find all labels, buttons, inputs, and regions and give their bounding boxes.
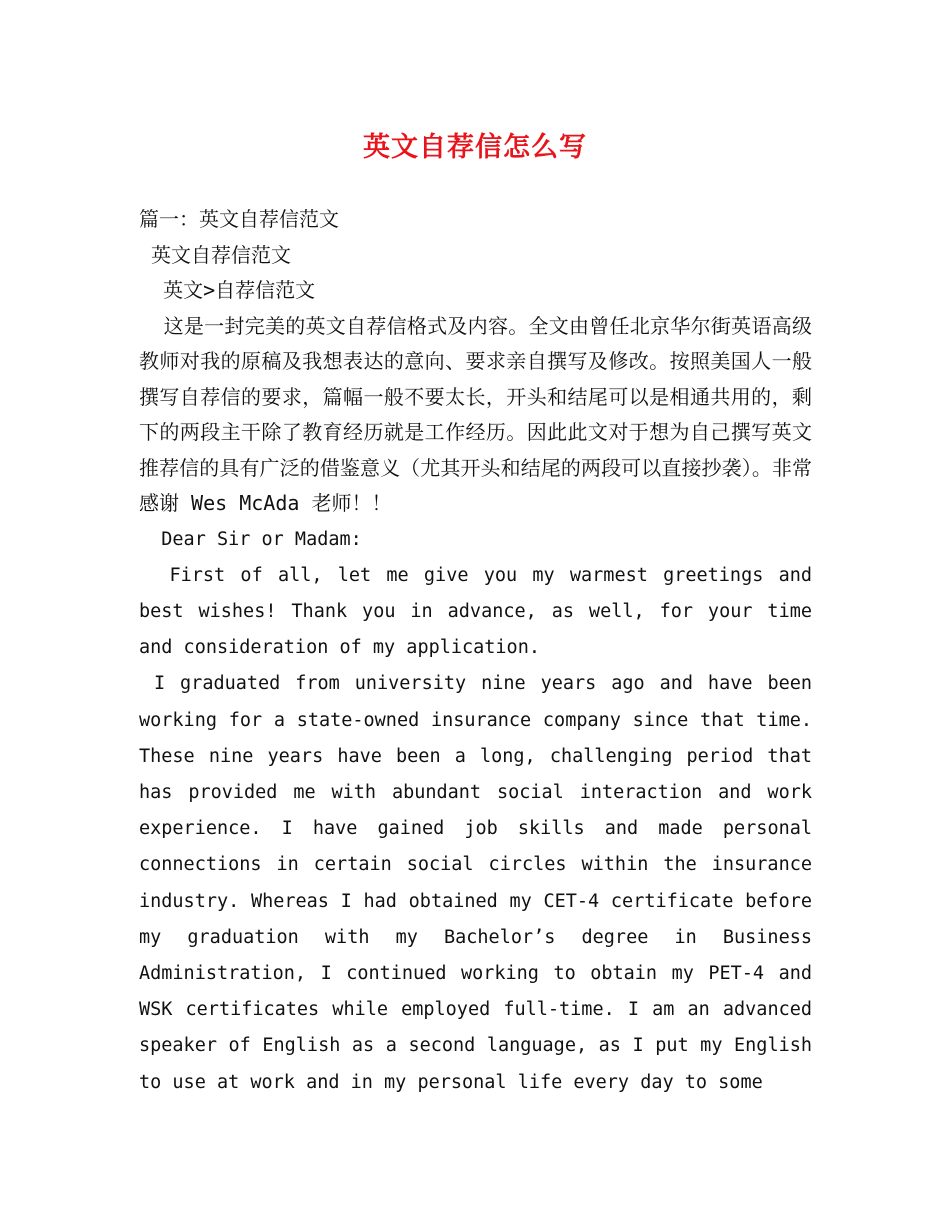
document-title: 英文自荐信怎么写 [363,132,587,163]
subheading: 英文>自荐信范文 [139,278,316,302]
section-heading: 篇一：英文自荐信范文 [139,207,339,231]
body-paragraph: I graduated from university nine years ago and have been working for a state-owned insurance company since that time. These nine years have been a long, challenging period that has provided me with abundant social interaction and work experience. I have gained job skills and made personal connections in certain social circles within the insurance industry. Whereas I had obtained my CET-4 certificate before my graduation with my Bachelor’s degree in Business Administration, I continued working to obtain my PET-4 and WSK certificates while employed full-time. I am an advanced speaker of English as a second language, as I put my English to use at work and in my personal life every day to some [139,673,824,1093]
body-paragraph: First of all, let me give you my warmest greetings and best wishes! Thank you in advance, as well, for your time and consideration of my application. [139,564,824,659]
intro-paragraph: 这是一封完美的英文自荐信格式及内容。全文由曾任北京华尔街英语高级教师对我的原稿及我想表达的意向、要求亲自撰写及修改。按照美国人一般撰写自荐信的要求，篇幅一般不要太长，开头和结尾可以是相通共用的，剩下的两段主干除了教育经历就是工作经历。因此此文对于想为自己撰写英文推荐信的具有广泛的借鉴意义（尤其开头和结尾的两段可以直接抄袭）。非常感谢 Wes McAda 老师！！ [139,313,812,515]
subheading: 英文自荐信范文 [139,242,292,267]
document-body [139,202,824,1101]
salutation: Dear Sir or Madam: [139,528,362,550]
